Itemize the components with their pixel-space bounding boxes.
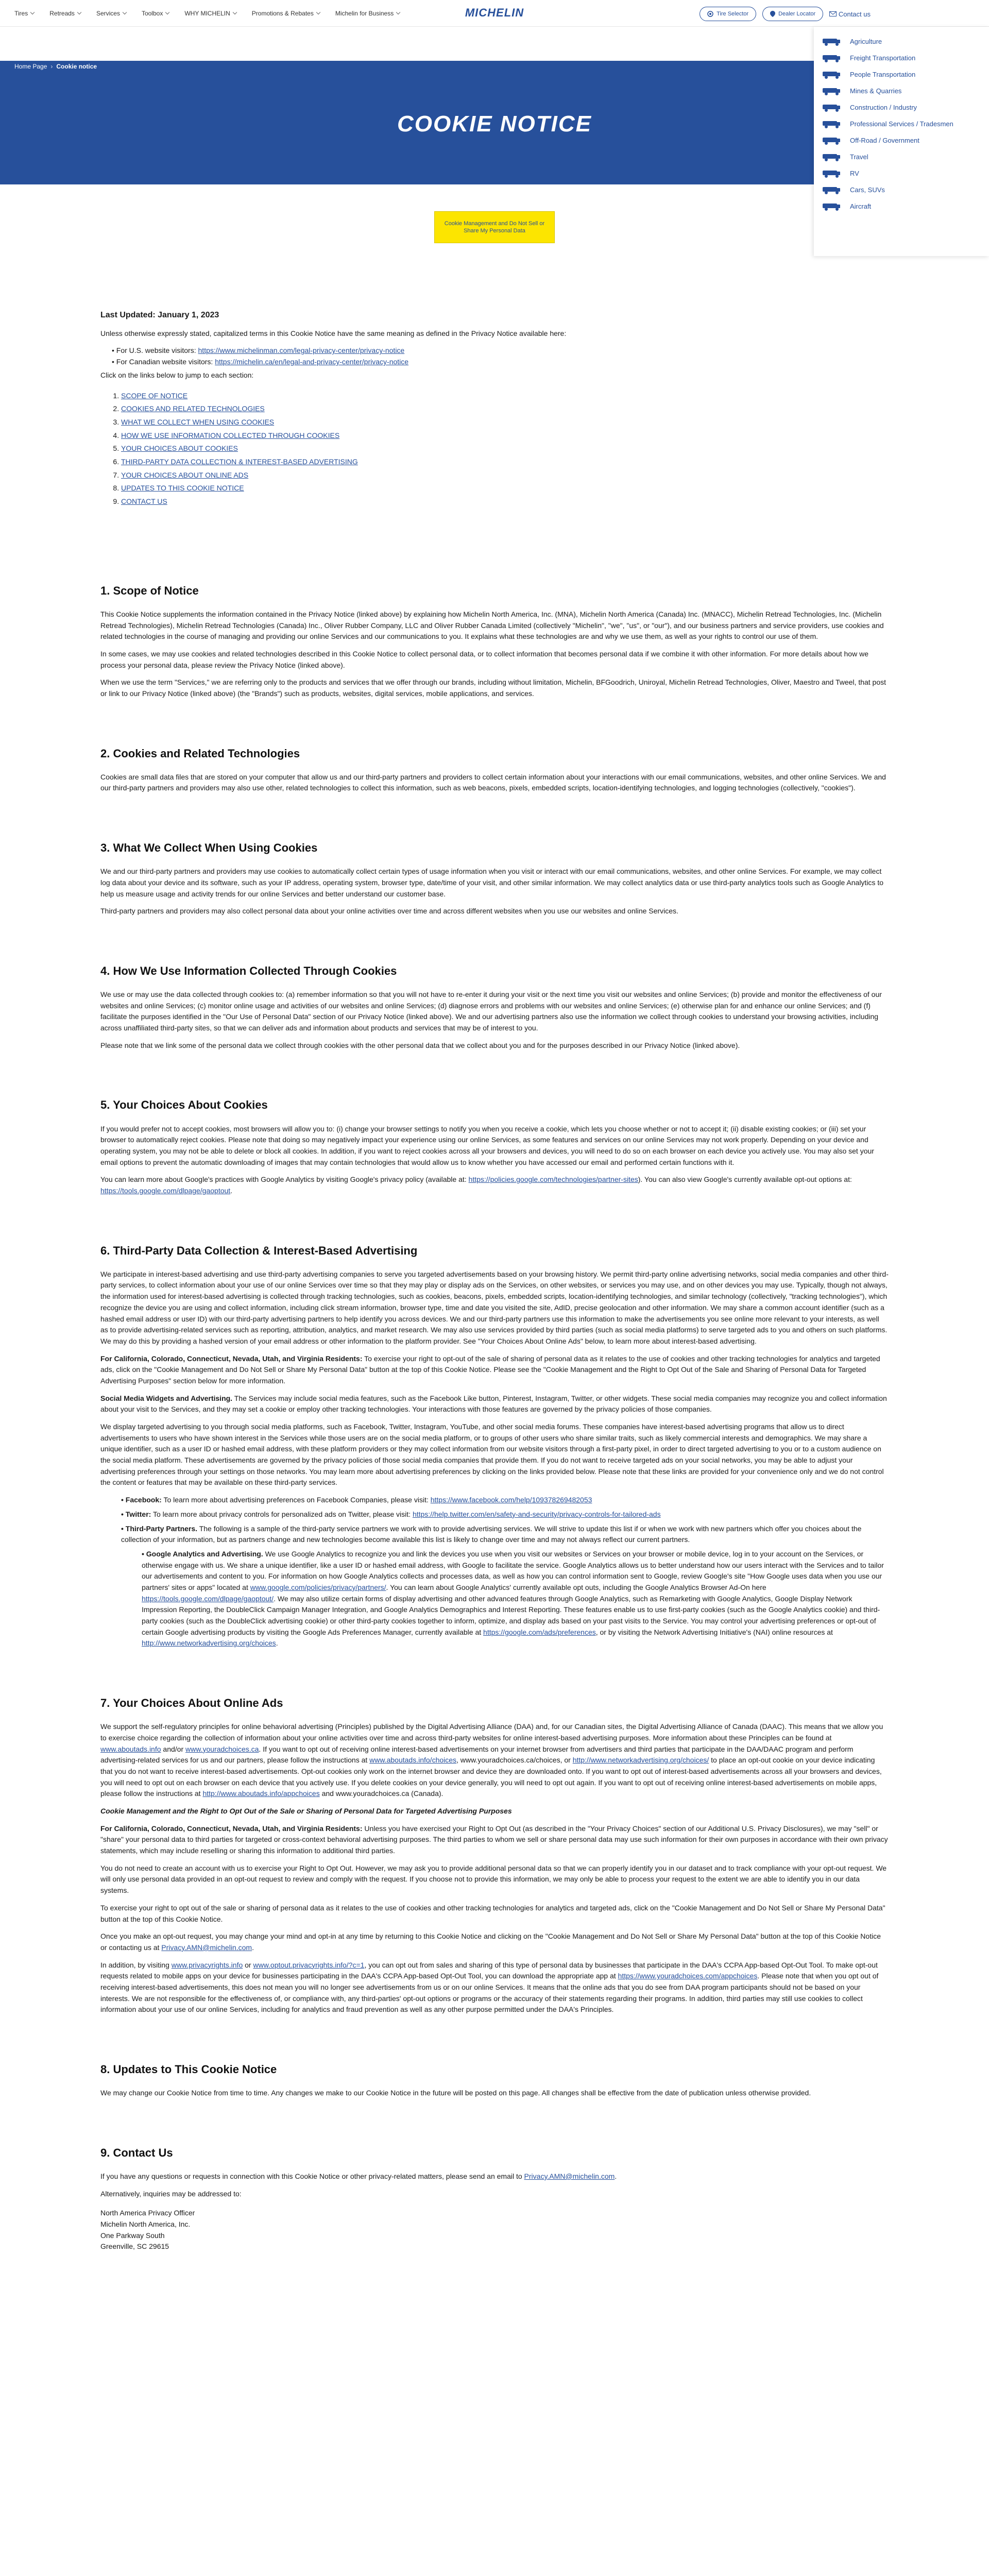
dropdown-item[interactable] bbox=[814, 115, 989, 132]
google-partner-sites-link[interactable]: https://policies.google.com/technologies/partner-sites bbox=[468, 1175, 638, 1184]
s7-p2-text: Unless you have exercised your Right to Opt Out (as described in the "Your Privacy Choices" section of our Additional U.S. Privacy Disclosures), we may "sell" or "share" your personal data to third parties for targeted or cross-context behavioral advertising purposes. The third parties to whom we sell or share personal data may use such information for their own purposes in accordance with their own privacy statements, which may include reselling or sharing this information to additional third parties. bbox=[100, 1824, 888, 1855]
business-segments-dropdown bbox=[814, 27, 989, 256]
toc-link[interactable]: WHAT WE COLLECT WHEN USING COOKIES bbox=[121, 417, 275, 426]
cookie-notice-content bbox=[100, 309, 889, 2259]
toc-item bbox=[121, 417, 889, 428]
dropdown-item[interactable] bbox=[814, 66, 989, 82]
section-4-title: 4. How We Use Information Collected Through Cookies bbox=[100, 964, 397, 977]
section-5-title: 5. Your Choices About Cookies bbox=[100, 1098, 268, 1112]
contact-us-label: Contact us bbox=[838, 10, 871, 18]
section-6-p1: We participate in interest-based advertising and use third-party advertising companies to serve you targeted advertisements based on your browsing history. We permit third-party online advertising networks, social media companies and other third-party services, to collect information about your use of our online Services over time so that they may play or display ads on the Services, on other websites, or services you may use, and on other devices you may use. Typically, though not always, the information used for interest-based advertising is collected through tracking technologies, such as cookies, beacons, pixels, embedded scripts, location-identifying technologies, and similar technology (collectively, "tracking technologies"), which recognize the device you are using and collect information, including click stream information, browser type, time and date you visited the site, AdID, precise geolocation and other information. We may share a common account identifier (such as a hashed email address or user ID) with our third-party advertising partners to help identify you across devices. We and our third-party partners use this information to make the advertisements you see online more relevant to your interests, as well as to provide advertising-related services such as reporting, attribution, analytics, and market research. We may also use services provided by third parties (such as social media platforms) to serve targeted ads to you and others on such platforms. We may do this by providing a hashed version of your email address or other information to the platform provider. See "Your Choices About Online Ads" below, to learn more about interest-based advertising. bbox=[100, 1269, 889, 1345]
ca-privacy-notice-link[interactable]: https://michelin.ca/en/legal-and-privacy-center/privacy-notice bbox=[215, 358, 409, 366]
tractor-icon bbox=[820, 36, 844, 46]
toc-link[interactable]: YOUR CHOICES ABOUT COOKIES bbox=[121, 444, 238, 453]
google-partners-link[interactable]: www.google.com/policies/privacy/partners/ bbox=[250, 1583, 386, 1591]
toc-item bbox=[121, 470, 889, 481]
s6-p2-text: To exercise your right to opt-out of the sale of sharing of personal data as it relates to the use of cookies and other tracking technologies for analytics and targeted ads, click on the "Cookie Management and Do Not Sell or Share My Personal Data" button at the top of this Cookie Notice. Please see the "Cookie Management and the Right to Opt Out of the Sale and Sharing of Personal Data for Targeted Advertising Purposes" section below for more information. bbox=[100, 1354, 880, 1385]
section-6-p4: We display targeted advertising to you through social media platforms, such as Facebook, Twitter, Instagram, YouTube, and other social media forums. These companies have interest-based advertising programs that allow us to direct advertisements to users who have shown interest in the Services while those users are on the social media platform, or to groups of other users who share similar traits, such as likely commercial interests and demographics. We may share a unique identifier, such as a user ID or hashed email address, with these platform providers or they may collect information from our website visitors through a first-party pixel, in order to direct targeted advertising to you or to a custom audience on the social media platform. These advertisements are governed by the privacy policies of those social media companies that provide them. If you do not want to receive targeted ads on your social networks, you may be able to adjust your advertising preferences through your settings on those networks. You may learn more about advertising preferences by clicking on the links provided below. Please note that these links are provided for your convenience only and we do not control the content or features that may be available on these third-party services. bbox=[100, 1422, 884, 1487]
twitter-ads-link[interactable]: https://help.twitter.com/en/safety-and-security/privacy-controls-for-tailored-ads bbox=[412, 1510, 661, 1518]
dropdown-item-label: Travel bbox=[850, 152, 868, 161]
header-actions bbox=[700, 7, 871, 21]
google-optout-link[interactable]: https://tools.google.com/dlpage/gaoptout bbox=[100, 1187, 231, 1195]
dropdown-item[interactable] bbox=[814, 49, 989, 66]
youradchoices-appchoices-link[interactable]: https://www.youradchoices.com/appchoices bbox=[618, 1972, 758, 1980]
s7-p6-b: or bbox=[245, 1960, 251, 1969]
ga-text-3: , or by visiting the Network Advertising Initiative's (NAI) online resources at bbox=[595, 1628, 833, 1636]
mailing-address bbox=[100, 2208, 889, 2252]
optout-privacyrights-link[interactable]: www.optout.privacyrights.info/?c=1 bbox=[253, 1960, 365, 1969]
appchoices-link[interactable]: http://www.aboutads.info/appchoices bbox=[202, 1789, 320, 1798]
us-link-item bbox=[112, 345, 889, 357]
toc-link[interactable]: SCOPE OF NOTICE bbox=[121, 391, 188, 400]
section-8-p1: We may change our Cookie Notice from time to time. Any changes we make to our Cookie Notice in the future will be posted on this page. All changes shall be effective from the date of publication unless otherwise provided. bbox=[100, 2089, 811, 2097]
privacy-email-link[interactable]: Privacy.AMN@michelin.com bbox=[161, 1943, 252, 1952]
s7-p6-d: . Please note that when you opt out of receiving interest-based advertisements, this does not mean you will no longer see advertisements from us or on our online Services. It means that the online ads that you do see from DAA program participants should not be based on your interests. We are not responsible for the effectiveness of, or compliance with, any third-parties' opt-out options or programs or the accuracy of their statements regarding their programs. In addition, third parties may still use cookies to collect information about your use of our online Services, including for analytics and fraud prevention as well as any other purpose permitted under the DAA's Principles. bbox=[100, 1972, 879, 2014]
toc-link[interactable]: CONTACT US bbox=[121, 497, 167, 506]
dropdown-item-label: Off-Road / Government bbox=[850, 136, 919, 144]
s7-sub-text: Cookie Management and the Right to Opt Out of the Sale or Sharing of Personal Data for Targeted Advertising Purposes bbox=[100, 1807, 512, 1816]
tp-lead: Third-Party Partners. bbox=[125, 1524, 198, 1533]
jump-text: Click on the links below to jump to each section: bbox=[100, 370, 254, 379]
rv-icon bbox=[820, 168, 844, 178]
dropdown-item[interactable] bbox=[814, 165, 989, 181]
table-of-contents bbox=[121, 391, 889, 507]
dropdown-item-label: Freight Transportation bbox=[850, 54, 916, 62]
address-line-4: Greenville, SC 29615 bbox=[100, 2242, 169, 2251]
tire-selector-button[interactable] bbox=[700, 7, 756, 21]
loader-icon bbox=[820, 102, 844, 112]
toc-link[interactable]: YOUR CHOICES ABOUT ONLINE ADS bbox=[121, 470, 249, 479]
section-7-p5: Once you make an opt-out request, you may change your mind and opt-in at any time by returning to this Cookie Notice and clicking on the "Cookie Management and Do Not Sell or Share My Personal Data" button at the top of this Cookie Notice or contacting us at Privacy.AMN@michelin.com. bbox=[100, 1932, 881, 1952]
breadcrumb-separator-icon: › bbox=[50, 63, 53, 70]
tire-selector-label: Tire Selector bbox=[717, 11, 749, 17]
tp-text: The following is a sample of the third-party service partners we work with to provide advertising services. We will strive to update this list if or when we work with new partners which offer you choices about the collection of your information, but as partners change and new technologies become available this list is likely to change over time and may not always reflect our current partners. bbox=[121, 1524, 862, 1544]
ga-lead: Google Analytics and Advertising. bbox=[146, 1549, 263, 1558]
dropdown-item-label: Agriculture bbox=[850, 37, 882, 45]
dropdown-item-label: Construction / Industry bbox=[850, 103, 917, 111]
tire-icon bbox=[707, 11, 713, 17]
facebook-item bbox=[121, 1495, 889, 1506]
offroad-icon bbox=[820, 135, 844, 145]
nai-choices-link-2[interactable]: http://www.networkadvertising.org/choices/ bbox=[572, 1756, 709, 1765]
nav-why-michelin[interactable]: WHY MICHELIN bbox=[184, 10, 236, 17]
section-9-p1: If you have any questions or requests in connection with this Cookie Notice or other privacy-related matters, please send an email to Privacy.AMN@michelin.com. bbox=[100, 2172, 617, 2180]
dropdown-item-label: Cars, SUVs bbox=[850, 185, 885, 194]
dropdown-item-label: RV bbox=[850, 169, 859, 177]
s7-p1-d: to place an opt-out cookie on your device indicating that you do not want to receive interest-based advertisements. Opt-out cookies only work on the internet browser and device they are downloaded onto. If you want to opt out of interest-based advertisements across all your browsers and devices, you will need to opt out on each browser on each device that you actively use. If you delete cookies on your device generally, you will need to opt out again. If you want to opt out of receiving online interest-based advertisements on mobile apps, please follow the instructions at bbox=[100, 1756, 882, 1798]
s7-p6-c: , you can opt out from sales and sharing of this type of personal data by businesses that participate in the DAA's CCPA App-based Opt-Out Tool. To make opt-out requests related to mobile apps on your device for businesses participating in the DAA's CCPA App-based Opt-Out Tool, you can download the appropriate app at bbox=[100, 1960, 878, 1980]
dropdown-item-label: Aircraft bbox=[850, 202, 872, 210]
twitter-item bbox=[121, 1509, 889, 1520]
s5-p2-text: You can learn more about Google's practices with Google Analytics by visiting Google's privacy policy (available at: bbox=[100, 1175, 467, 1184]
contact-us-link[interactable] bbox=[829, 10, 871, 18]
us-privacy-notice-link[interactable]: https://www.michelinman.com/legal-privacy-center/privacy-notice bbox=[198, 346, 405, 355]
s7-p5-text: Once you make an opt-out request, you may change your mind and opt-in at any time by returning to this Cookie Notice and clicking on the "Cookie Management and Do Not Sell or Share My Personal Data" button at the top of this Cookie Notice or contacting us at bbox=[100, 1932, 881, 1952]
section-1-p3: When we use the term "Services," we are referring only to the products and services that we offer through our brands, including without limitation, Michelin, BFGoodrich, Uniroyal, Michelin Retread Technologies, Oliver, Maestro and Tweel, that post or link to our Privacy Notice (linked above) (the "Brands") such as products, websites, digital services, mobile applications, and services. bbox=[100, 678, 886, 698]
section-9-title: 9. Contact Us bbox=[100, 2146, 173, 2159]
ga-mid: . You can learn about Google Analytics' currently available opt outs, including the Google Analytics Browser Ad-On here bbox=[386, 1583, 766, 1591]
nai-choices-link[interactable]: http://www.networkadvertising.org/choices bbox=[142, 1639, 276, 1648]
section-9-p2: Alternatively, inquiries may be addressed to: bbox=[100, 2189, 242, 2198]
facebook-ads-link[interactable]: https://www.facebook.com/help/109378269482053 bbox=[430, 1496, 592, 1504]
section-7-p1 bbox=[100, 1721, 889, 1800]
toc-link[interactable]: UPDATES TO THIS COOKIE NOTICE bbox=[121, 484, 244, 493]
last-updated: Last Updated: January 1, 2023 bbox=[100, 311, 219, 319]
dropdown-item[interactable] bbox=[814, 132, 989, 148]
s7-p1-text: We support the self-regulatory principles for online behavioral advertising (Principles) published by the Digital Advertising Alliance (DAA) and, for our Canadian sites, the Digital Advertising Alliance of Canada (DAAC). This means that we allow you to exercise choice regarding the collection of information about your online activities over time and across third-party websites for online interest-based advertising purposes. More information about these Principles can be found at bbox=[100, 1722, 883, 1742]
section-1-p1: This Cookie Notice supplements the information contained in the Privacy Notice (linked above) by explaining how Michelin North America, Inc. (MNA), Michelin North America (Canada) Inc. (MNACC), Michelin Retread Technologies, Inc. (Michelin Retread Technologies), Michelin Retread Technologies (Canada) Inc., Oliver Rubber Company, LLC and Oliver Rubber Canada Limited (collectively "Michelin", "we", "us", or "our"), and our business partners and service providers, use cookies and related technologies in the course of managing and providing our online Services and our communications to you. It explains what these technologies are and why we use them, as well as your rights to control our use of them. bbox=[100, 609, 884, 641]
dropdown-item[interactable] bbox=[814, 82, 989, 99]
section-7-title: 7. Your Choices About Online Ads bbox=[100, 1697, 283, 1710]
section-2-title: 2. Cookies and Related Technologies bbox=[100, 747, 300, 760]
breadcrumb-current: Cookie notice bbox=[56, 63, 97, 70]
section-5-p1: If you would prefer not to accept cookies, most browsers will allow you to: (i) change your browser settings to notify you when you receive a cookie, which lets you choose whether or not to accept it; (ii) disable existing cookies; or (iii) set your browser to automatically reject cookies. Please note that doing so may negatively impact your experience using our online Services, as some features and services on our online Services may not work properly. Depending on your device and operating system, you may not be able to delete or block all cookies. In addition, if you want to reject cookies across all your browsers and devices, you will need to do so on each browser on each device you actively use. You may also set your email options to prevent the automatic downloading of images that may contain technologies that would allow us to know whether you have accessed our email and performed certain functions with it. bbox=[100, 1124, 874, 1166]
dealer-locator-button[interactable] bbox=[762, 7, 823, 21]
address-line-1: North America Privacy Officer bbox=[100, 2209, 195, 2217]
s7-p2-lead: For California, Colorado, Connecticut, Nevada, Utah, and Virginia Residents: bbox=[100, 1824, 363, 1833]
toc-link[interactable]: COOKIES AND RELATED TECHNOLOGIES bbox=[121, 404, 265, 413]
aboutads-choices-link[interactable]: www.aboutads.info/choices bbox=[369, 1756, 457, 1765]
section-7-p2 bbox=[100, 1823, 889, 1857]
mail-icon bbox=[829, 11, 837, 16]
cookie-management-button[interactable]: Cookie Management and Do Not Sell or Share My Personal Data bbox=[434, 211, 555, 243]
fb-text: To learn more about advertising preferences on Facebook Companies, please visit: bbox=[163, 1496, 429, 1504]
third-party-sublist bbox=[142, 1549, 889, 1649]
toc-link[interactable]: HOW WE USE INFORMATION COLLECTED THROUGH COOKIES bbox=[121, 431, 340, 439]
toc-link[interactable]: THIRD-PARTY DATA COLLECTION & INTEREST-BASED ADVERTISING bbox=[121, 457, 358, 466]
s7-p1-mid: and/or bbox=[163, 1744, 184, 1753]
us-link-prefix: For U.S. website visitors: bbox=[116, 346, 196, 355]
s5-p2-mid: ). You can also view Google's currently available opt-out options at: bbox=[638, 1175, 852, 1184]
dropdown-item[interactable] bbox=[814, 33, 989, 49]
third-party-item bbox=[121, 1523, 889, 1650]
suv-icon bbox=[820, 184, 844, 195]
section-7-subheading bbox=[100, 1806, 889, 1817]
toc-item bbox=[121, 496, 889, 507]
nav-tires[interactable]: Tires bbox=[14, 10, 34, 17]
toc-item bbox=[121, 483, 889, 494]
van-icon bbox=[820, 118, 844, 129]
s7-p6-a: In addition, by visiting bbox=[100, 1960, 169, 1969]
dropdown-item-label: Mines & Quarries bbox=[850, 87, 902, 95]
section-6-p3 bbox=[100, 1393, 889, 1415]
toc-item bbox=[121, 443, 889, 454]
dropdown-item[interactable] bbox=[814, 99, 989, 115]
s7-p1-e: and www.youradchoices.ca (Canada). bbox=[321, 1789, 444, 1798]
dropdown-item[interactable] bbox=[814, 198, 989, 214]
dropdown-item[interactable] bbox=[814, 148, 989, 165]
nav-services[interactable]: Services bbox=[96, 10, 126, 17]
privacy-notice-links bbox=[112, 345, 889, 367]
section-6-title: 6. Third-Party Data Collection & Interest-Based Advertising bbox=[100, 1244, 418, 1257]
dropdown-item-label: Professional Services / Tradesmen bbox=[850, 120, 953, 128]
location-pin-icon bbox=[770, 11, 775, 17]
section-3-p2: Third-party partners and providers may also collect personal data about your online activities over time and across different websites when you use our websites and online Services. bbox=[100, 907, 678, 916]
s7-p1-b: . If you want to opt out of receiving online interest-based advertisements on your internet browser from advertisers and third parties that participate in the DAA/DAAC program and perform advertising-related services for us and our partners, please follow the instructions at bbox=[100, 1744, 854, 1765]
dropdown-item[interactable] bbox=[814, 181, 989, 198]
nav-michelin-for-business[interactable]: Michelin for Business bbox=[335, 10, 400, 17]
section-3-p1: We and our third-party partners and providers may use cookies to automatically collect certain types of usage information when you visit or interact with our email communications, websites, and other online Services. For example, we may collect log data about your device and its software, such as your IP address, operating system, browser type, date/time of your visit, and other similar information. We may collect analytics data or use third-party analytics tools such as Google Analytics to help us measure usage and activity trends for our online Services and better understand our customer base. bbox=[100, 867, 883, 898]
toc-item bbox=[121, 403, 889, 415]
ca-link-prefix: For Canadian website visitors: bbox=[116, 358, 213, 366]
car-icon bbox=[820, 151, 844, 162]
s6-p2-lead: For California, Colorado, Connecticut, Nevada, Utah, and Virginia Residents: bbox=[100, 1354, 363, 1363]
google-ads-preferences-link[interactable]: https://google.com/ads/preferences bbox=[483, 1628, 596, 1636]
section-1-p2: In some cases, we may use cookies and related technologies described in this Cookie Notice to collect personal data, or to collect information that becomes personal data if we combine it with other information. For more details about how we process your personal data, please review the Privacy Notice (linked above). bbox=[100, 649, 868, 669]
nav-promotions[interactable]: Promotions & Rebates bbox=[252, 10, 320, 17]
ga-optout-link[interactable]: https://tools.google.com/dlpage/gaoptout/ bbox=[142, 1594, 274, 1603]
section-7-p6 bbox=[100, 1960, 889, 2015]
tw-text: To learn more about privacy controls for personalized ads on Twitter, please visit: bbox=[152, 1510, 411, 1518]
section-3-title: 3. What We Collect When Using Cookies bbox=[100, 841, 318, 855]
youradchoices-link[interactable]: www.youradchoices.ca bbox=[185, 1744, 259, 1753]
section-1-title: 1. Scope of Notice bbox=[100, 584, 199, 597]
toc-item bbox=[121, 430, 889, 442]
s9-p1-text: If you have any questions or requests in connection with this Cookie Notice or other privacy-related matters, please send an email to bbox=[100, 2172, 522, 2180]
section-4-p1: We use or may use the data collected through cookies to: (a) remember information so that you will not have to re-enter it during your visit or the next time you visit our websites and online Services; (b) provide and monitor the effectiveness of our websites and online Services; (c) monitor online usage and activities of our websites and online Services; (d) diagnose errors and problems with our websites and online Services; (e) otherwise plan for and enhance our online Services; and (f) facilitate the purposes identified in the "Our Use of Personal Data" section of our Privacy Notice (linked above). We and our advertising partners also use the information we collect through cookies to understand your browsing activities, including across unaffiliated third-party sites, so that we can deliver ads and information about products and services that may be of interest to you. bbox=[100, 990, 882, 1032]
section-8-title: 8. Updates to This Cookie Notice bbox=[100, 2063, 277, 2076]
tw-lead: Twitter: bbox=[125, 1510, 151, 1518]
page-title: COOKIE NOTICE bbox=[397, 111, 592, 137]
toc-item bbox=[121, 391, 889, 402]
toc-item bbox=[121, 456, 889, 468]
mining-truck-icon bbox=[820, 86, 844, 96]
address-line-2: Michelin North America, Inc. bbox=[100, 2219, 191, 2228]
ga-text-2: . We may also utilize certain forms of display advertising and other advanced features through Google Analytics, such as Remarketing with Google Analytics, Google Display Network Impression Reporting, the DoubleClick Campaign Manager Integration, and Google Analytics Demographics and Interest Reporting. These features enable us to use first-party cookies (such as the Google Analytics cookie) and third-party cookies (such as the DoubleClick advertising cookie) or other third-party cookies together to inform, optimize, and display ads based on your past visits to the Service. You may control your advertising preferences or opt-out of certain Google advertising products by visiting the Google Ads Preferences Manager, currently available at bbox=[142, 1594, 880, 1636]
aboutads-link[interactable]: www.aboutads.info bbox=[100, 1744, 161, 1753]
ga-text: We use Google Analytics to recognize you and link the devices you use when you visit our websites or Services on your browser or mobile device, log in to your account on the Services, or otherwise engage with us. We share a unique identifier, like a user ID or hashed email address, with Google to facilitate the service. Google Analytics allows us to better understand how our users interact with the Services and to tailor our advertisements and content to you. For information on how Google Analytics collects and processes data, as well as how you can control information sent to Google, review Google's site "How Google uses data when you use our partners' sites or apps" located at bbox=[142, 1549, 884, 1591]
section-5-p2: You can learn more about Google's practices with Google Analytics by visiting Google's privacy policy (available at: https://policies.google.com/technologies/partner-sites). You can also view Google's currently available opt-out options at: https://tools.google.com/dlpage/gaoptout. bbox=[100, 1175, 852, 1195]
nav-retreads[interactable]: Retreads bbox=[49, 10, 81, 17]
aircraft-icon bbox=[820, 201, 844, 211]
section-6-p2 bbox=[100, 1353, 889, 1387]
s6-p3-text: The Services may include social media features, such as the Facebook Like button, Pinterest, Instagram, Twitter, or other widgets. These social media companies may recognize you and collect information about your visit to the Services, and they may set a cookie or employ other tracking technologies. Your interactions with those features are governed by the privacy policies of those companies. bbox=[100, 1394, 887, 1414]
section-4-p2: Please note that we link some of the personal data we collect through cookies with the other personal data that we collect about you and for the purposes described in our Privacy Notice (linked above). bbox=[100, 1041, 740, 1049]
bus-icon bbox=[820, 69, 844, 79]
intro-text: Unless otherwise expressly stated, capitalized terms in this Cookie Notice have the same meaning as defined in the Privacy Notice available here: bbox=[100, 329, 567, 337]
nav-toolbox[interactable]: Toolbox bbox=[142, 10, 169, 17]
google-analytics-item: • Google Analytics and Advertising. We use Google Analytics to recognize you and link the devices you use when you visit our websites or Services on your browser or mobile device, log in to your account on the Services, or otherwise engage with us. We share a unique identifier, like a user ID or hashed email address, with Google to facilitate the service. Google Analytics allows us to better understand how our users interact with the Services and to tailor our advertisements and content to you. For information on how Google Analytics collects and processes data, as well as how you can control information sent to Google, review Google's site "How Google uses data when you use our partners' sites or apps" located at www.google.com/policies/privacy/partners/. You can learn about Google Analytics' currently available opt outs, including the Google Analytics Browser Ad-On here https://tools.google.com/dlpage/gaoptout/. We may also utilize certain forms of display advertising and other advanced features through Google Analytics, such as Remarketing with Google Analytics, Google Display Network Impression Reporting, the DoubleClick Campaign Manager Integration, and Google Analytics Demographics and Interest Reporting. These features enable us to use first-party cookies (such as the Google Analytics cookie) and third-party cookies (such as the DoubleClick advertising cookie) or other third-party cookies together to inform, optimize, and display ads based on your past visits to the Service. You may control your advertising preferences or opt-out of certain Google advertising products by visiting the Google Ads Preferences Manager, currently available at https://google.com/ads/preferences, or by visiting the Network Advertising Initiative's (NAI) online resources at http://www.networkadvertising.org/choices. bbox=[142, 1549, 889, 1649]
ca-link-item bbox=[112, 357, 889, 368]
michelin-logo[interactable]: MICHELIN bbox=[465, 6, 524, 19]
address-line-3: One Parkway South bbox=[100, 2231, 165, 2240]
privacyrights-link[interactable]: www.privacyrights.info bbox=[171, 1960, 243, 1969]
fb-lead: Facebook: bbox=[125, 1496, 162, 1504]
s7-p1-c: , www.youradchoices.ca/choices, or bbox=[456, 1756, 571, 1765]
breadcrumb-home[interactable]: Home Page bbox=[14, 63, 47, 70]
section-7-p4: To exercise your right to opt out of the sale or sharing of personal data as it relates to the use of cookies and other tracking technologies for analytics and targeted ads, click on the "Cookie Management and Do Not Sell or Share My Personal Data" button at the top of this Cookie Notice. bbox=[100, 1903, 885, 1923]
section-6-list bbox=[121, 1495, 889, 1649]
section-2-p1: Cookies are small data files that are stored on your computer that allow us and our third-party partners and providers to collect certain information about your interactions with our email communications, websites, and other online Services. We and our third-party partners and providers may also use other, related technologies to collect this information, such as web beacons, pixels, embedded scripts, location-identifying technologies, and logging technologies (collectively, "cookies"). bbox=[100, 772, 886, 792]
dealer-locator-label: Dealer Locator bbox=[778, 11, 816, 17]
s6-p3-lead: Social Media Widgets and Advertising. bbox=[100, 1394, 233, 1402]
dropdown-item-label: People Transportation bbox=[850, 70, 916, 78]
contact-email-link[interactable]: Privacy.AMN@michelin.com bbox=[524, 2172, 615, 2180]
section-7-p3: You do not need to create an account with us to exercise your Right to Opt Out. However, we may ask you to provide additional personal data so that we can properly identify you in our dataset and to track compliance with your opt-out request. We will only use personal data provided in an opt-out request to review and comply with the request. If you choose not to provide this information, we may only be able to process your request to the extent we are able to identify you in our data systems. bbox=[100, 1863, 887, 1895]
truck-icon bbox=[820, 53, 844, 63]
